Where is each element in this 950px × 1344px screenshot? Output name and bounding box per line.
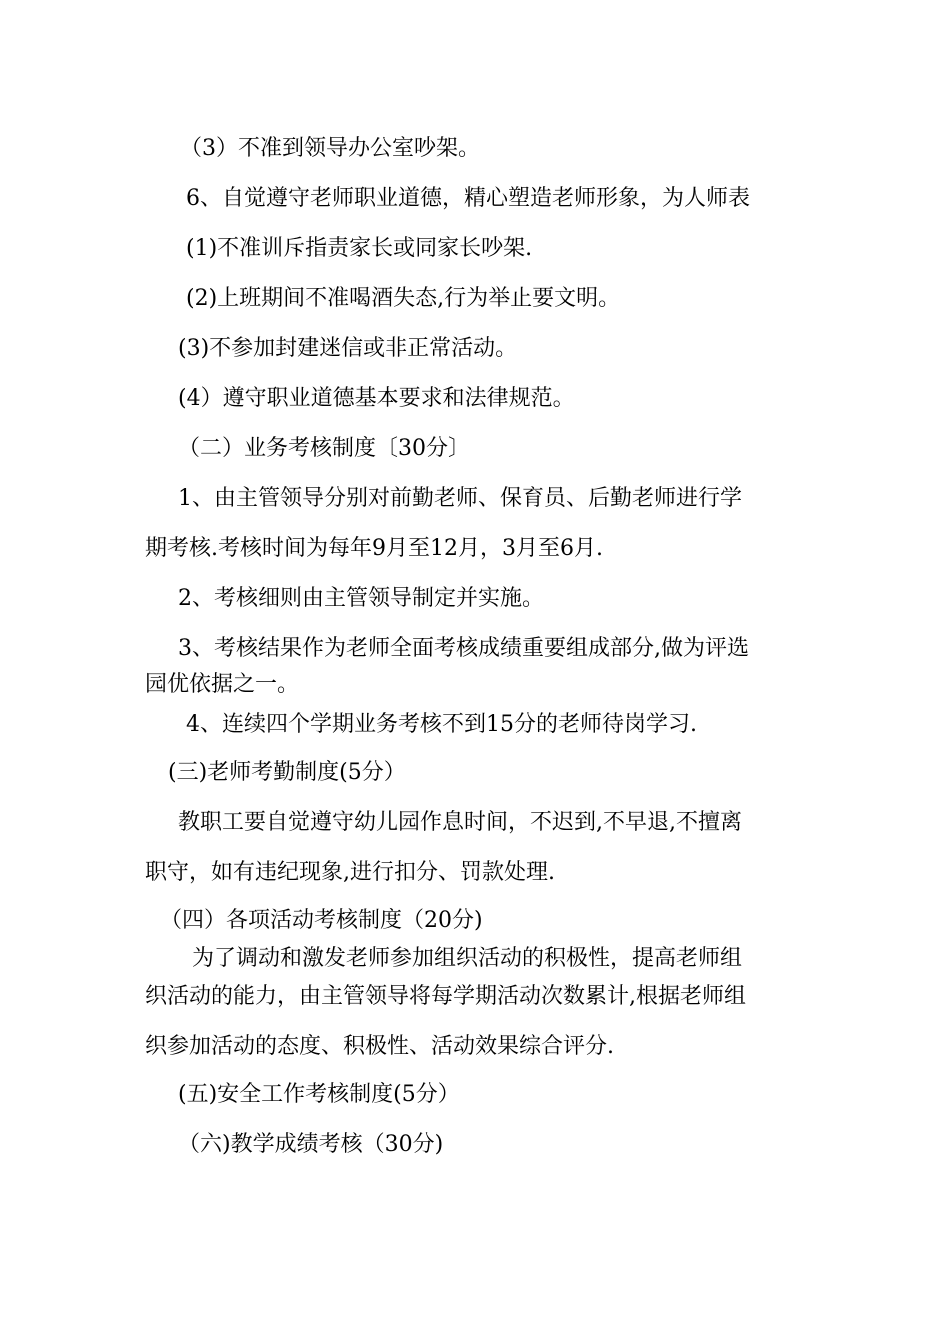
section-heading: （四）各项活动考核制度（20分) [160, 908, 483, 933]
text-line: 织活动的能力，由主管领导将每学期活动次数累计,根据老师组 [145, 984, 746, 1009]
text-line: 4、连续四个学期业务考核不到15分的老师待岗学习. [186, 712, 697, 737]
text-line: 园优依据之一。 [145, 672, 300, 697]
text-line: 职守，如有违纪现象,进行扣分、罚款处理. [145, 860, 555, 885]
section-heading: (五)安全工作考核制度(5分） [178, 1082, 460, 1107]
text-line: (3)不参加封建迷信或非正常活动。 [178, 336, 518, 361]
text-line: (2)上班期间不准喝酒失态,行为举止要文明。 [186, 286, 621, 311]
text-line: (1)不准训斥指责家长或同家长吵架. [186, 236, 533, 261]
text-line: 期考核.考核时间为每年9月至12月，3月至6月. [145, 536, 603, 561]
text-line: (4）遵守职业道德基本要求和法律规范。 [178, 386, 575, 411]
text-line: 6、自觉遵守老师职业道德，精心塑造老师形象，为人师表 [186, 186, 750, 211]
section-heading: （二）业务考核制度〔30分〕 [178, 436, 470, 461]
section-heading: （六)教学成绩考核（30分) [178, 1132, 444, 1157]
text-line: 3、考核结果作为老师全面考核成绩重要组成部分,做为评选 [178, 636, 749, 661]
text-line: 教职工要自觉遵守幼儿园作息时间，不迟到,不早退,不擅离 [178, 810, 742, 835]
text-line: 2、考核细则由主管领导制定并实施。 [178, 586, 544, 611]
text-line: （3）不准到领导办公室吵架。 [180, 136, 480, 161]
section-heading: (三)老师考勤制度(5分） [168, 760, 406, 785]
text-line: 1、由主管领导分别对前勤老师、保育员、后勤老师进行学 [178, 486, 742, 511]
text-line: 为了调动和激发老师参加组织活动的积极性，提高老师组 [192, 946, 743, 971]
text-line: 织参加活动的态度、积极性、活动效果综合评分. [145, 1034, 614, 1059]
